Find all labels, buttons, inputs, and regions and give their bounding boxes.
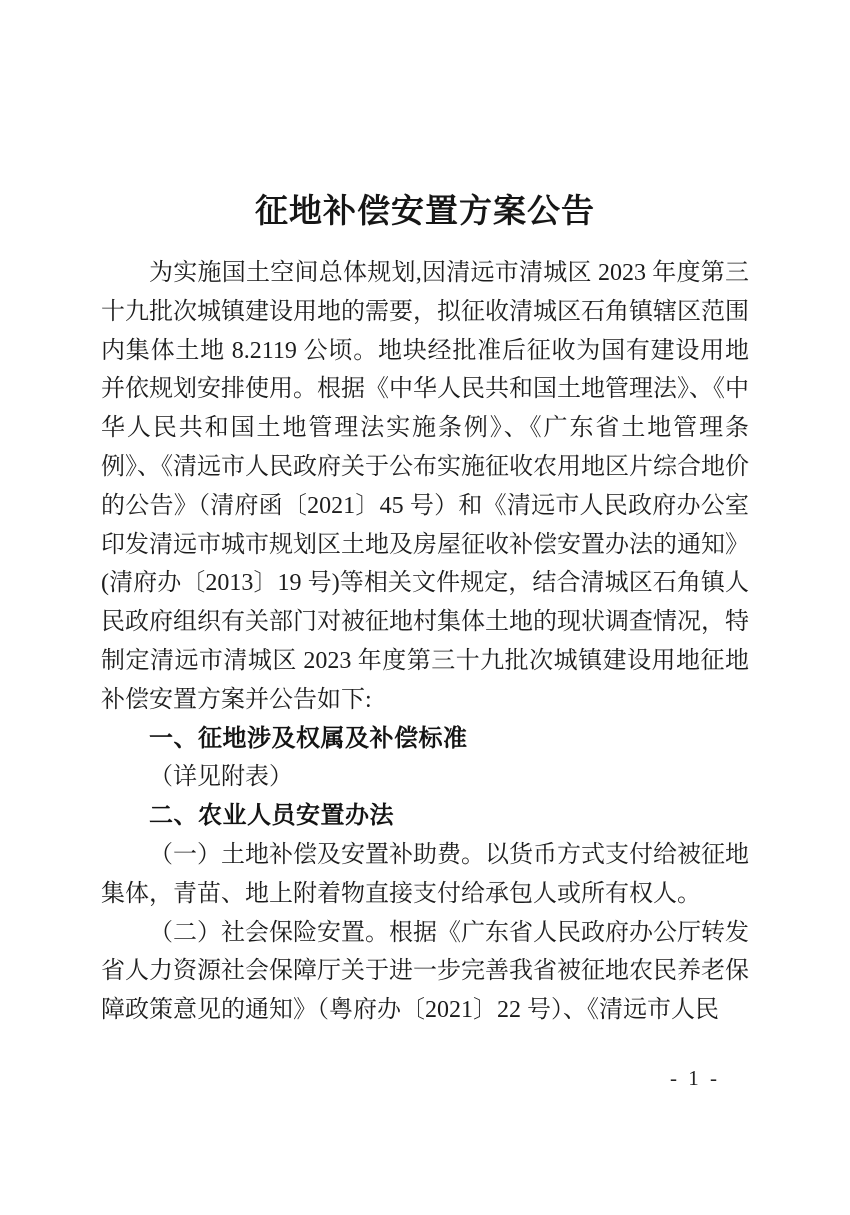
section-2-item-2: （二）社会保险安置。根据《广东省人民政府办公厅转发省人力资源社会保障厅关于进一步完善我省被征地农民养老保障政策意见的通知》（粤府办〔2021〕22 号）、《清远市人民 (101, 919, 749, 1024)
section-1-body: （详见附表） (149, 764, 293, 791)
opening-paragraph: 为实施国土空间总体规划,因清远市清城区 2023 年度第三十九批次城镇建设用地的需要，拟征收清城区石角镇辖区范围内集体土地 8.2119 公顷。地块经批准后征收为国有建设用地并依规划安排使用。根据《中华人民共和国土地管理法》、《中华人民共和国土地管理法实施条例》、《广东省土地管理条例》、《清远市人民政府关于公布实施征收农用地区片综合地价的公告》（清府函〔2021〕45 号）和《清远市人民政府办公室印发清远市城市规划区土地及房屋征收补偿安置办法的通知》(清府办〔2013〕19 号)等相关文件规定，结合清城区石角镇人民政府组织有关部门对被征地村集体土地的现状调查情况，特制定清远市清城区 2023 年度第三十九批次城镇建设用地征地补偿安置方案并公告如下: (101, 260, 749, 713)
document-body (101, 254, 749, 1030)
document-title: 征地补偿安置方案公告 (255, 194, 595, 231)
page-number: - 1 - (670, 1066, 720, 1090)
section-2-heading: 二、农业人员安置办法 (149, 802, 394, 830)
section-2-item-1: （一）土地补偿及安置补助费。以货币方式支付给被征地集体，青苗、地上附着物直接支付给承包人或所有权人。 (101, 841, 749, 907)
section-1-heading: 一、征地涉及权属及补偿标准 (149, 724, 468, 752)
